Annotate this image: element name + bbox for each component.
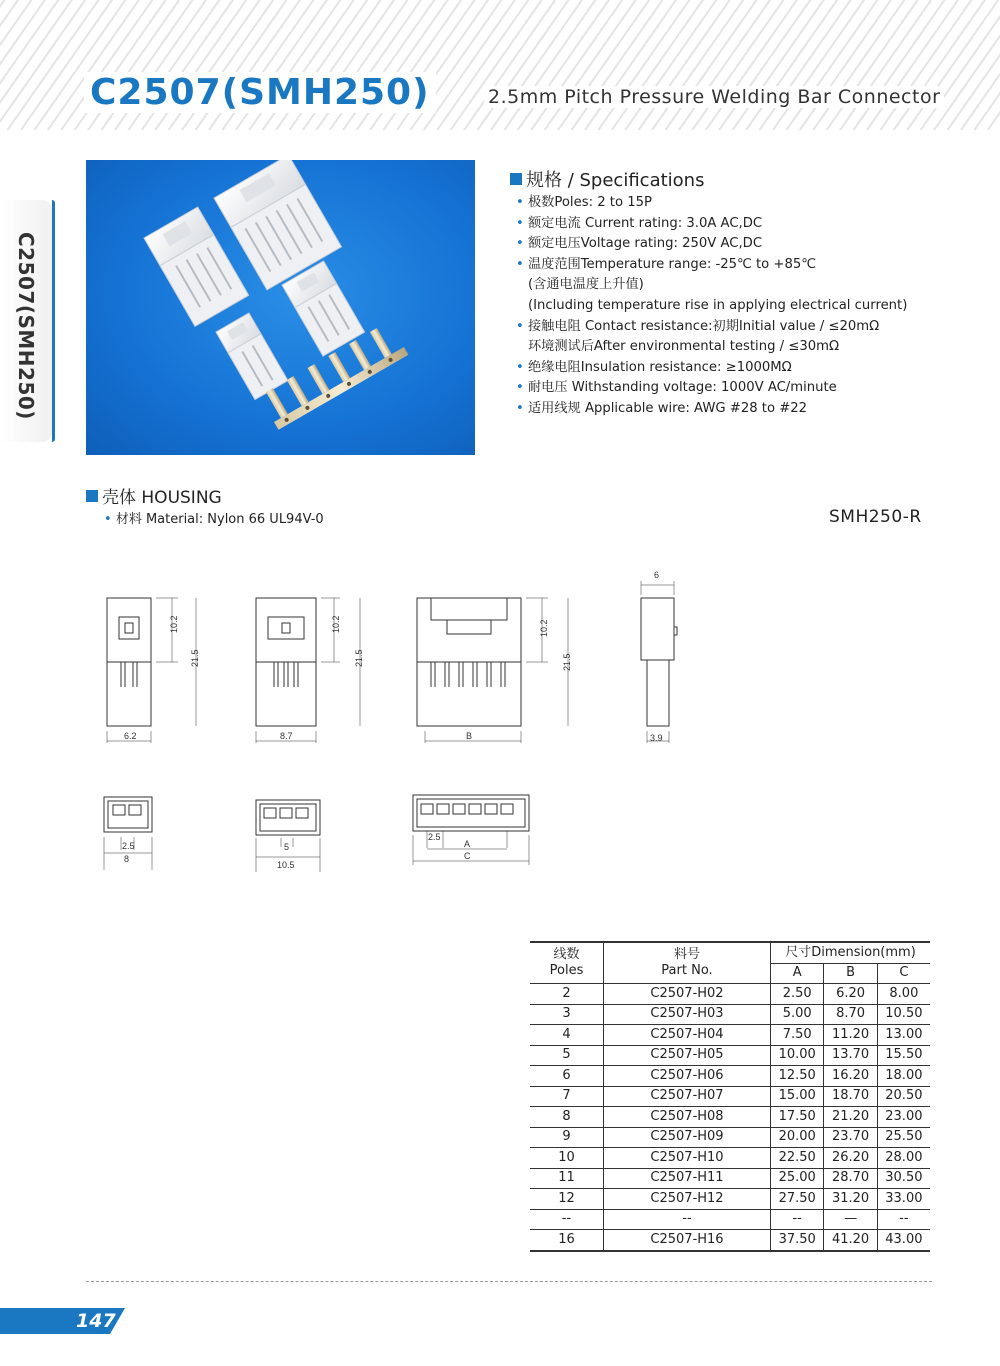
cell-poles: 2 bbox=[530, 984, 604, 1005]
spec-text: 极数Poles: 2 to 15P bbox=[528, 195, 652, 210]
dim-label-h2: 21.5 bbox=[190, 649, 200, 667]
table-row bbox=[530, 1189, 930, 1210]
cell-c: 15.50 bbox=[877, 1045, 930, 1066]
cell-b: 8.70 bbox=[824, 1004, 877, 1025]
cell-c: 13.00 bbox=[877, 1025, 930, 1046]
spec-item bbox=[516, 255, 907, 276]
cell-b: 28.70 bbox=[824, 1168, 877, 1189]
bullet-icon: • bbox=[516, 236, 524, 252]
housing-material-text: 材料 Material: Nylon 66 UL94V-0 bbox=[115, 512, 324, 527]
cell-c: 30.50 bbox=[877, 1168, 930, 1189]
spec-text: 额定电流 Current rating: 3.0A AC,DC bbox=[528, 215, 763, 231]
model-label: SMH250-R bbox=[829, 507, 922, 527]
dim-label-h1-3p: 10.2 bbox=[331, 615, 341, 633]
cell-poles: 10 bbox=[530, 1148, 604, 1169]
bullet-icon: • bbox=[516, 380, 524, 396]
spec-item bbox=[516, 214, 907, 235]
cell-c: 20.50 bbox=[877, 1086, 930, 1107]
cell-poles: 8 bbox=[530, 1107, 604, 1128]
bullet-icon: • bbox=[104, 512, 116, 527]
table-row bbox=[530, 1045, 930, 1066]
cell-a: 25.00 bbox=[771, 1168, 824, 1189]
cell-b: 31.20 bbox=[824, 1189, 877, 1210]
cell-part-no: C2507-H05 bbox=[604, 1045, 771, 1066]
table-row bbox=[530, 1066, 930, 1087]
cell-part-no: -- bbox=[604, 1209, 771, 1230]
cell-part-no: C2507-H09 bbox=[604, 1127, 771, 1148]
drawing-6pole-bottom bbox=[413, 795, 529, 865]
square-bullet-icon bbox=[510, 173, 522, 185]
side-tab-label: C2507(SMH250) bbox=[14, 232, 38, 420]
page-title: C2507(SMH250) bbox=[84, 72, 436, 113]
specifications-heading bbox=[510, 166, 704, 192]
dim-label-h2-3p: 21.5 bbox=[354, 649, 364, 667]
housing-2pole bbox=[216, 313, 288, 400]
header-poles-cn: 线数 bbox=[553, 947, 580, 962]
bullet-icon: • bbox=[516, 400, 524, 416]
drawing-side-view bbox=[641, 581, 677, 743]
bullet-icon: • bbox=[516, 195, 524, 210]
cell-part-no: C2507-H04 bbox=[604, 1025, 771, 1046]
cell-c: 33.00 bbox=[877, 1189, 930, 1210]
side-tab bbox=[0, 200, 52, 442]
spec-text: 温度范围Temperature range: -25℃ to +85℃ bbox=[528, 256, 817, 272]
cell-poles: 3 bbox=[530, 1004, 604, 1025]
drawing-3pole-front bbox=[256, 598, 360, 743]
bullet-icon: • bbox=[516, 256, 524, 272]
cell-poles: 11 bbox=[530, 1168, 604, 1189]
dim-label-w2p: 6.2 bbox=[124, 731, 137, 741]
cell-a: 20.00 bbox=[771, 1127, 824, 1148]
dim-label-h1-6p: 10.2 bbox=[539, 619, 549, 637]
cell-b: 13.70 bbox=[824, 1045, 877, 1066]
cell-part-no: C2507-H06 bbox=[604, 1066, 771, 1087]
header-part-cn: 料号 bbox=[673, 947, 700, 962]
cell-part-no: C2507-H08 bbox=[604, 1107, 771, 1128]
spec-item bbox=[516, 378, 907, 399]
spec-continuation: (含通电温度上升值) bbox=[528, 277, 644, 293]
spec-item bbox=[516, 399, 907, 420]
header-a: A bbox=[771, 963, 824, 984]
spec-continuation: 环境测试后After environmental testing / ≤30mΩ bbox=[528, 339, 840, 355]
cell-poles: 9 bbox=[530, 1127, 604, 1148]
specifications-list bbox=[516, 193, 907, 420]
header-poles-en: Poles bbox=[549, 963, 584, 978]
cell-poles: 6 bbox=[530, 1066, 604, 1087]
dim-label-side-bottom: 3.9 bbox=[650, 733, 663, 743]
spec-item bbox=[516, 234, 907, 255]
dim-label-b3a: 5 bbox=[284, 842, 290, 852]
page-number: 147 bbox=[76, 1310, 116, 1332]
cell-c: -- bbox=[877, 1209, 930, 1230]
dim-label-h2-6p: 21.5 bbox=[562, 653, 572, 671]
cell-a: 37.50 bbox=[771, 1230, 824, 1251]
table-row bbox=[530, 1168, 930, 1189]
dim-label-pitch-6p: 2.5 bbox=[428, 832, 441, 842]
cell-b: 16.20 bbox=[824, 1066, 877, 1087]
spec-text: 绝缘电阻Insulation resistance: ≥1000MΩ bbox=[528, 359, 792, 375]
product-photo bbox=[86, 160, 475, 455]
cell-c: 10.50 bbox=[877, 1004, 930, 1025]
cell-part-no: C2507-H02 bbox=[604, 984, 771, 1005]
dim-label-b: B bbox=[466, 731, 473, 741]
cell-a: 12.50 bbox=[771, 1066, 824, 1087]
header-dimension: 尺寸Dimension(mm) bbox=[771, 942, 931, 963]
cell-b: 6.20 bbox=[824, 984, 877, 1005]
bullet-icon: • bbox=[516, 318, 524, 334]
cell-b: 26.20 bbox=[824, 1148, 877, 1169]
drawing-2pole-front bbox=[107, 598, 196, 743]
dimension-table bbox=[530, 941, 930, 1252]
cell-b: 23.70 bbox=[824, 1127, 877, 1148]
cell-b: 41.20 bbox=[824, 1230, 877, 1251]
dim-label-c: C bbox=[464, 851, 471, 861]
cell-c: 23.00 bbox=[877, 1107, 930, 1128]
spec-text: 接触电阻 Contact resistance:初期Initial value / ≤20mΩ bbox=[528, 318, 880, 334]
cell-poles: 16 bbox=[530, 1230, 604, 1251]
housing-material bbox=[104, 508, 324, 527]
spec-text: 额定电压Voltage rating: 250V AC,DC bbox=[528, 236, 763, 252]
cell-c: 18.00 bbox=[877, 1066, 930, 1087]
product-photo-illustration bbox=[86, 160, 475, 455]
cell-a: 7.50 bbox=[771, 1025, 824, 1046]
cell-part-no: C2507-H03 bbox=[604, 1004, 771, 1025]
table-row bbox=[530, 1086, 930, 1107]
cell-poles: 12 bbox=[530, 1189, 604, 1210]
cell-poles: 4 bbox=[530, 1025, 604, 1046]
cell-c: 25.50 bbox=[877, 1127, 930, 1148]
header-part-no bbox=[604, 942, 771, 984]
dim-label-side-top: 6 bbox=[654, 570, 660, 580]
cell-part-no: C2507-H16 bbox=[604, 1230, 771, 1251]
cell-poles: 7 bbox=[530, 1086, 604, 1107]
spec-item bbox=[516, 358, 907, 379]
table-row bbox=[530, 1004, 930, 1025]
housing-heading-text: 壳体 HOUSING bbox=[102, 488, 222, 508]
dim-label-b2: 8 bbox=[124, 854, 130, 864]
table-row bbox=[530, 1209, 930, 1230]
table-row bbox=[530, 1107, 930, 1128]
table-header-row bbox=[530, 942, 930, 963]
cell-a: 2.50 bbox=[771, 984, 824, 1005]
cell-poles: -- bbox=[530, 1209, 604, 1230]
header-part-en: Part No. bbox=[661, 963, 713, 978]
dim-label-a: A bbox=[464, 839, 471, 849]
spec-continuation: (Including temperature rise in applying electrical current) bbox=[528, 297, 908, 313]
cell-c: 43.00 bbox=[877, 1230, 930, 1251]
spec-text: 耐电压 Withstanding voltage: 1000V AC/minute bbox=[528, 380, 837, 396]
cell-poles: 5 bbox=[530, 1045, 604, 1066]
square-bullet-icon bbox=[86, 490, 98, 502]
cell-part-no: C2507-H10 bbox=[604, 1148, 771, 1169]
dim-label-h1: 10.2 bbox=[169, 615, 179, 633]
page-subtitle: 2.5mm Pitch Pressure Welding Bar Connector bbox=[484, 86, 944, 108]
housing-heading bbox=[86, 483, 222, 508]
table-row bbox=[530, 1230, 930, 1251]
dim-label-w3p: 8.7 bbox=[280, 731, 293, 741]
cell-c: 28.00 bbox=[877, 1148, 930, 1169]
table-row bbox=[530, 984, 930, 1005]
cell-a: 10.00 bbox=[771, 1045, 824, 1066]
cell-a: 15.00 bbox=[771, 1086, 824, 1107]
dim-label-b3: 10.5 bbox=[277, 860, 295, 870]
cell-part-no: C2507-H12 bbox=[604, 1189, 771, 1210]
header-poles bbox=[530, 942, 604, 984]
bullet-icon: • bbox=[516, 359, 524, 375]
spec-item bbox=[516, 193, 907, 214]
cell-a: 5.00 bbox=[771, 1004, 824, 1025]
cell-part-no: C2507-H11 bbox=[604, 1168, 771, 1189]
bullet-icon: • bbox=[516, 215, 524, 231]
header-c: C bbox=[877, 963, 930, 984]
dim-label-pitch: 2.5 bbox=[122, 841, 135, 851]
cell-c: 8.00 bbox=[877, 984, 930, 1005]
housing-3pole bbox=[282, 261, 365, 356]
specifications-heading-text: 规格 / Specifications bbox=[526, 170, 705, 191]
table-row bbox=[530, 1025, 930, 1046]
table-row bbox=[530, 1148, 930, 1169]
technical-drawing bbox=[90, 565, 710, 880]
header-b: B bbox=[824, 963, 877, 984]
cell-part-no: C2507-H07 bbox=[604, 1086, 771, 1107]
cell-a: 27.50 bbox=[771, 1189, 824, 1210]
spec-item bbox=[516, 317, 907, 338]
cell-b: 21.20 bbox=[824, 1107, 877, 1128]
footer-divider bbox=[86, 1281, 932, 1282]
cell-b: 11.20 bbox=[824, 1025, 877, 1046]
cell-a: 17.50 bbox=[771, 1107, 824, 1128]
table-row bbox=[530, 1127, 930, 1148]
cell-b: 18.70 bbox=[824, 1086, 877, 1107]
spec-text: 适用线规 Applicable wire: AWG #28 to #22 bbox=[528, 400, 808, 416]
side-tab-accent-line bbox=[52, 200, 55, 442]
cell-b: — bbox=[824, 1209, 877, 1230]
cell-a: -- bbox=[771, 1209, 824, 1230]
cell-a: 22.50 bbox=[771, 1148, 824, 1169]
